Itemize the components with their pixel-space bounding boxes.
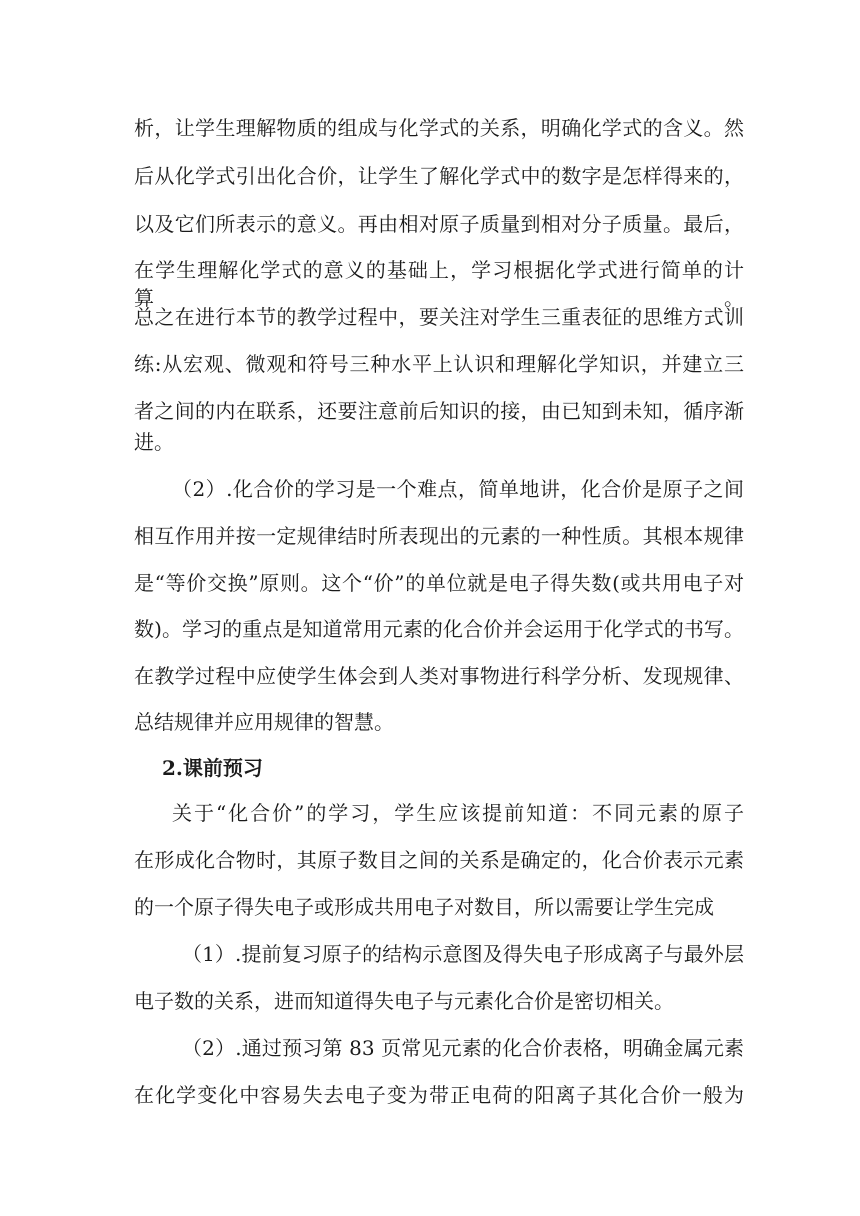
text-line: 析，让学生理解物质的组成与化学式的关系，明确化学式的含义。然 <box>134 116 744 140</box>
text-line: 以及它们所表示的意义。再由相对原子质量到相对分子质量。最后， <box>134 212 744 236</box>
paragraph-first-line: （2）.化合价的学习是一个难点，简单地讲，化合价是原子之间 <box>172 477 744 501</box>
text-line: 在学生理解化学式的意义的基础上，学习根据化学式进行简单的计算。 <box>134 258 744 310</box>
section-heading: 2.课前预习 <box>162 756 263 780</box>
paragraph-first-line: 关于“化合价”的学习，学生应该提前知道：不同元素的原子 <box>172 801 744 825</box>
paragraph-first-line: （1）.提前复习原子的结构示意图及得失电子形成离子与最外层 <box>182 942 744 966</box>
paragraph-first-line: （2）.通过预习第 83 页常见元素的化合价表格，明确金属元素 <box>182 1036 744 1060</box>
text-line: 在教学过程中应使学生体会到人类对事物进行科学分析、发现规律、 <box>134 664 744 688</box>
text-line: 在化学变化中容易失去电子变为带正电荷的阳离子其化合价一般为 <box>134 1083 744 1107</box>
text-line: 者之间的内在联系，还要注意前后知识的接，由已知到未知，循序渐 <box>134 399 744 423</box>
text-line: 是“等价交换”原则。这个“价”的单位就是电子得失数(或共用电子对 <box>134 571 744 595</box>
text-line: 的一个原子得失电子或形成共用电子对数目，所以需要让学生完成 <box>134 895 714 919</box>
text-line: 在形成化合物时，其原子数目之间的关系是确定的，化合价表示元素 <box>134 848 744 872</box>
text-line: 相互作用并按一定规律结时所表现出的元素的一种性质。其根本规律 <box>134 524 744 548</box>
text-line: 总结规律并应用规律的智慧。 <box>134 710 394 734</box>
text-line: 总之在进行本节的教学过程中，要关注对学生三重表征的思维方式训 <box>134 305 744 329</box>
text-line: 数)。学习的重点是知道常用元素的化合价并会运用于化学式的书写。 <box>134 617 744 641</box>
text-line: 后从化学式引出化合价，让学生了解化学式中的数字是怎样得来的， <box>134 164 744 188</box>
text-line: 电子数的关系，进而知道得失电子与元素化合价是密切相关。 <box>134 989 674 1013</box>
text-line: 练:从宏观、微观和符号三种水平上认识和理解化学知识，并建立三 <box>134 352 744 376</box>
text-line: 进。 <box>134 430 174 454</box>
